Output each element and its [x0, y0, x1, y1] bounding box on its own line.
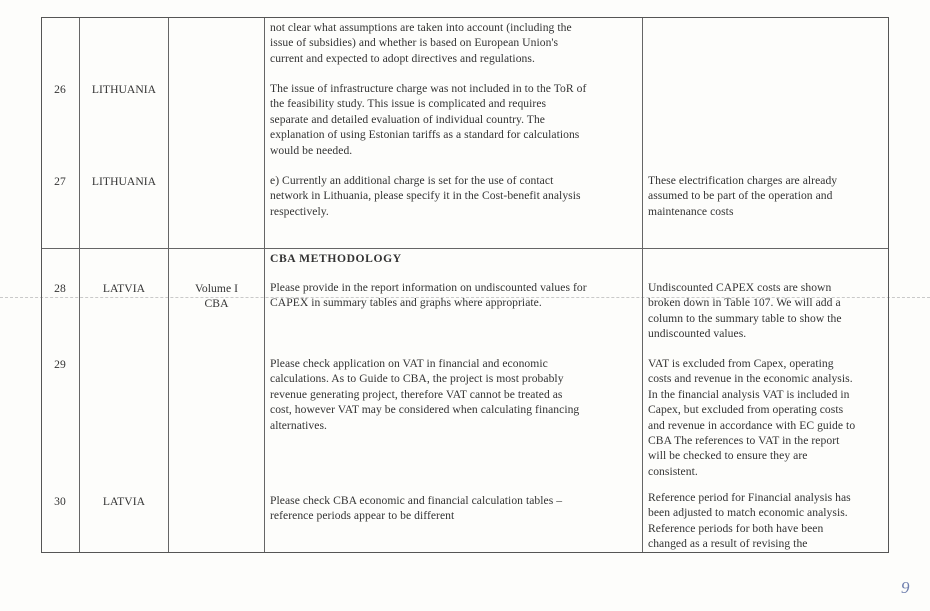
comment-text: e) Currently an additional charge is set for the use of contact network in Lithuania, please specify it in the Cost-benefit analysis respectively.: [270, 174, 581, 218]
row-number: 30: [54, 495, 66, 508]
row-country: LATVIA: [102, 282, 146, 295]
row-volume: Volume I CBA: [194, 282, 238, 311]
row-country: LITHUANIA: [91, 175, 157, 188]
comments-table: [41, 17, 889, 553]
comment-text: not clear what assumptions are taken into account (including the issue of subsidies) and whether is based on European Union's current and expected to adopt directives and regulations.: [270, 21, 572, 65]
row-number: 26: [54, 83, 66, 96]
comment-text: The issue of infrastructure charge was not included in to the ToR of the feasibility study. This issue is complicated and requires separate and detailed evaluation of individual country. The explanation of using Estonian tariffs as a standard for calculations would be needed.: [270, 82, 587, 157]
section-heading: CBA METHODOLOGY: [270, 252, 402, 265]
row-divider: [42, 248, 888, 249]
row-country: LATVIA: [102, 495, 146, 508]
response-text: These electrification charges are already assumed to be part of the operation and maintenance costs: [648, 174, 838, 218]
row-country: LITHUANIA: [91, 83, 157, 96]
response-text: VAT is excluded from Capex, operating costs and revenue in the economic analysis. In the financial analysis VAT is included in Capex, but excluded from operating costs and revenue in accordance with EC guide to CBA The references to VAT in the report will be checked to ensure they are consistent.: [648, 357, 856, 478]
column-divider: [642, 18, 643, 552]
row-number: 29: [54, 358, 66, 371]
page-number: 9: [901, 578, 910, 597]
row-number: 28: [54, 282, 66, 295]
column-divider: [264, 18, 265, 552]
comment-text: Please check application on VAT in financial and economic calculations. As to Guide to CBA, the project is most probably revenue generating project, therefore VAT cannot be treated as cost, however VAT may be considered when calculating financing alternatives.: [270, 357, 580, 432]
comment-text: Please provide in the report information on undiscounted values for CAPEX in summary tables and graphs where appropriate.: [270, 281, 587, 310]
row-number: 27: [54, 175, 66, 188]
response-text: Undiscounted CAPEX costs are shown broken down in Table 107. We will add a column to the summary table to show the undiscounted values.: [648, 281, 842, 341]
response-text: Reference period for Financial analysis has been adjusted to match economic analysis. Reference periods for both have been changed as a result of revising the: [648, 491, 851, 551]
comment-text: Please check CBA economic and financial calculation tables – reference periods appear to be different: [270, 494, 563, 523]
